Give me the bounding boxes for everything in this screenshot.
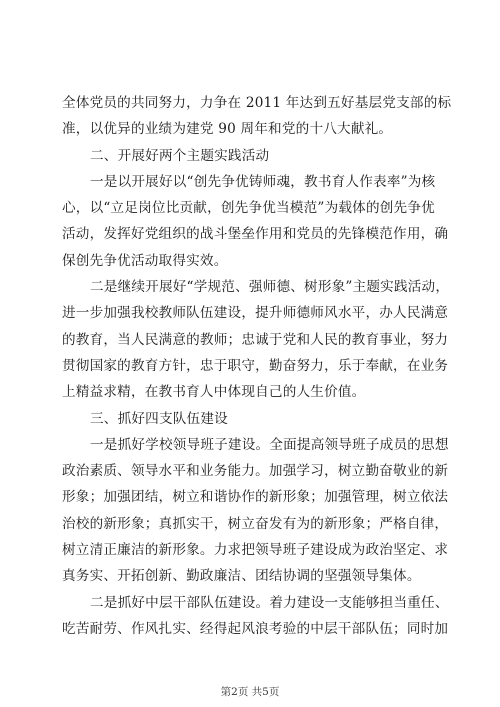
section-heading-two [62, 143, 442, 169]
paragraph-leadership-team [62, 432, 449, 590]
paragraph-party-goal [62, 90, 452, 143]
paragraph-middle-cadres [62, 590, 449, 643]
text-line: 心，以“立足岗位比贡献，创先争优当模范”为载体的创先争优 [62, 200, 435, 217]
text-line: 上精益求精，在教书育人中体现自己的人生价值。 [62, 384, 366, 401]
document-body [62, 90, 452, 642]
section-heading-three [62, 406, 442, 432]
text-line: 的教育，当人民满意的教师；忠诚于党和人民的教育事业，努力 [62, 331, 449, 348]
text-line: 吃苦耐劳、作风扎实、经得起风浪考验的中层干部队伍；同时加 [62, 620, 449, 637]
paragraph-excellence-activity [62, 169, 449, 274]
page-number-footer: 第2页 共5页 [220, 686, 280, 698]
text-line: 一是抓好学校领导班子建设。全面提高领导班子成员的思想 [90, 436, 449, 453]
text-line: 活动，发挥好党组织的战斗堡垒作用和党员的先锋模范作用，确 [62, 226, 449, 243]
text-line: 全体党员的共同努力，力争在 2011 年达到五好基层党支部的标 [62, 95, 452, 111]
text-line: 政治素质、领导水平和业务能力。加强学习，树立勤奋敬业的新 [62, 463, 449, 480]
text-line: 二、开展好两个主题实践活动 [90, 147, 270, 164]
text-line: 治校的新形象；真抓实干，树立奋发有为的新形象；严格自律， [62, 515, 449, 532]
text-line: 二是抓好中层干部队伍建设。着力建设一支能够担当重任、 [90, 594, 449, 611]
text-line: 贯彻国家的教育方针，忠于职守，勤奋努力，乐于奉献，在业务 [62, 357, 449, 374]
text-line: 树立清正廉洁的新形象。力求把领导班子建设成为政治坚定、求 [62, 542, 449, 559]
paragraph-teacher-ethics [62, 274, 450, 405]
text-line: 真务实、开拓创新、勤政廉洁、团结协调的坚强领导集体。 [62, 568, 421, 585]
text-line: 二是继续开展好“学规范、强师德、树形象”主题实践活动， [90, 279, 450, 296]
text-line: 准，以优异的业绩为建党 90 周年和党的十八大献礼。 [62, 121, 393, 138]
text-line: 三、抓好四支队伍建设 [90, 410, 228, 427]
text-line: 保创先争优活动取得实效。 [62, 252, 228, 269]
text-line: 一是以开展好以“创先争优铸师魂，教书育人作表率”为核 [90, 173, 436, 190]
text-line: 进一步加强我校教师队伍建设，提升师德师风水平，办人民满意 [62, 305, 449, 322]
text-line: 形象；加强团结，树立和谐协作的新形象；加强管理，树立依法 [62, 489, 449, 506]
